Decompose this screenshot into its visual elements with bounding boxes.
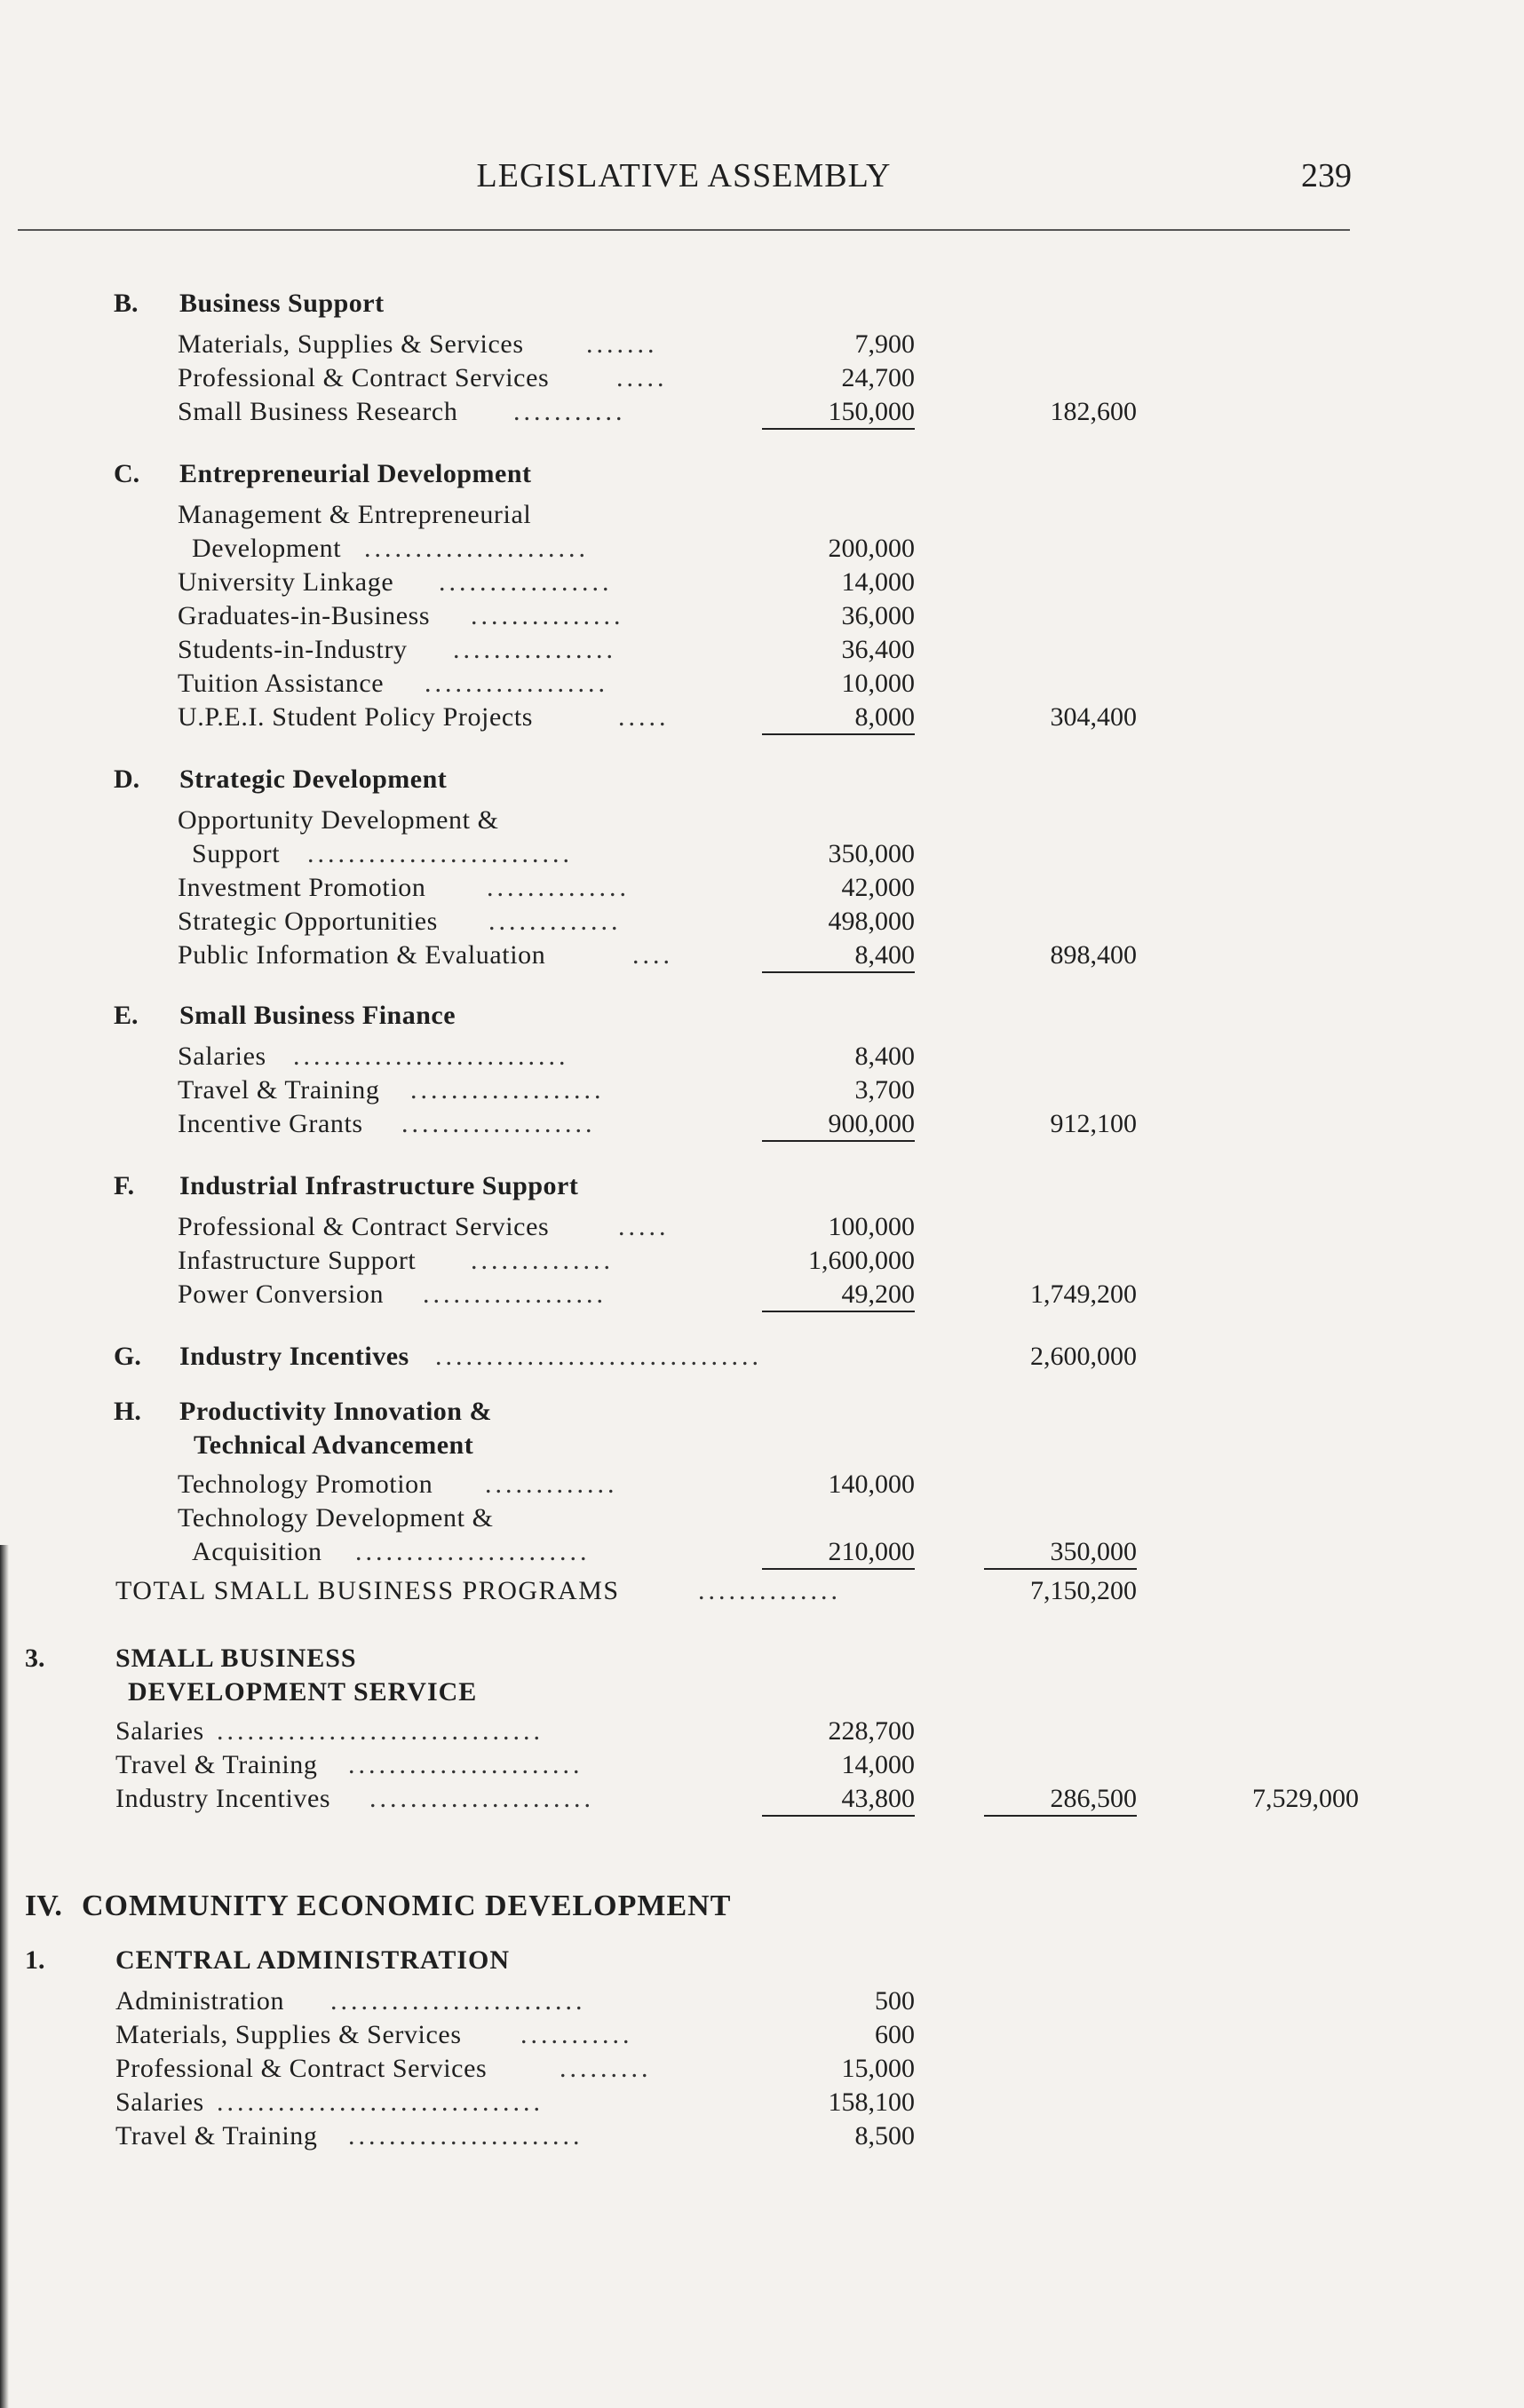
line-item: Salaries ................................ 228,700 — [115, 1716, 915, 1746]
line-item: Salaries ................................ 158,100 — [115, 2087, 915, 2117]
line-item: Small Business Research ........... 150,000 182,600 — [0, 394, 1524, 430]
line-item: Technology Development & — [178, 1503, 494, 1533]
section-heading: G. Industry Incentives ................................ 2,600,000 — [0, 1339, 1524, 1374]
grand-total: 7,529,000 — [1252, 1784, 1359, 1813]
section-total: 350,000 — [984, 1536, 1137, 1570]
line-item: Materials, Supplies & Services ....... 7,900 — [178, 329, 915, 359]
section-heading: F. Industrial Infrastructure Support — [114, 1171, 579, 1200]
part-heading: IV. COMMUNITY ECONOMIC DEVELOPMENT — [25, 1889, 732, 1922]
subsection-heading-cont: DEVELOPMENT SERVICE — [128, 1677, 478, 1707]
line-item: Technology Promotion ............. 140,000 — [178, 1469, 915, 1499]
header-divider — [18, 229, 1350, 231]
line-item: Administration ......................... 500 — [115, 1986, 915, 2016]
section-heading: B. Business Support — [114, 289, 385, 318]
line-item: Support .......................... 350,000 — [192, 839, 915, 868]
page-title: LEGISLATIVE ASSEMBLY — [476, 157, 892, 194]
line-item: Travel & Training ....................... 8,500 — [115, 2121, 915, 2151]
line-item: University Linkage ................. 14,000 — [178, 567, 915, 597]
line-item: Professional & Contract Services ..... 100,000 — [178, 1212, 915, 1241]
line-item: Tuition Assistance .................. 10,000 — [178, 669, 915, 698]
line-item: Graduates-in-Business ............... 36,000 — [178, 601, 915, 630]
line-item: Power Conversion .................. 49,200 1,749,200 — [0, 1277, 1524, 1312]
line-item: Incentive Grants ................... 900,000 912,100 — [0, 1106, 1524, 1142]
section-heading: C. Entrepreneurial Development — [114, 459, 532, 488]
section-heading: E. Small Business Finance — [114, 1001, 456, 1030]
line-item: Industry Incentives ...................... 43,800 286,500 7,529,000 — [0, 1781, 1524, 1817]
line-item: Salaries ........................... 8,400 — [178, 1042, 915, 1071]
line-item: Acquisition ....................... 210,000 350,000 — [0, 1534, 1524, 1570]
line-item: Travel & Training ................... 3,700 — [178, 1075, 915, 1105]
subsection-heading: 3. SMALL BUSINESS — [25, 1644, 357, 1673]
section-heading: D. Strategic Development — [114, 764, 448, 794]
section-total: 2,600,000 — [1030, 1342, 1137, 1371]
line-item: Materials, Supplies & Services ........... 600 — [115, 2020, 915, 2049]
section-heading-cont: Technical Advancement — [194, 1430, 474, 1460]
section-total: 912,100 — [1050, 1109, 1137, 1138]
line-item: Students-in-Industry ................ 36,400 — [178, 635, 915, 664]
line-item: Public Information & Evaluation .... 8,400 898,400 — [0, 938, 1524, 973]
line-item: Professional & Contract Services ......... 15,000 — [115, 2054, 915, 2083]
page-number: 239 — [1301, 157, 1352, 194]
section-total: 1,749,200 — [1030, 1279, 1137, 1309]
line-item: Investment Promotion .............. 42,000 — [178, 873, 915, 902]
section-total: 182,600 — [1050, 397, 1137, 426]
section-total: 898,400 — [1050, 940, 1137, 970]
program-total: TOTAL SMALL BUSINESS PROGRAMS .............. 7,150,200 — [115, 1576, 1137, 1605]
line-item: Opportunity Development & — [178, 805, 499, 835]
line-item: Infastructure Support .............. 1,600,000 — [178, 1246, 915, 1275]
section-heading: H. Productivity Innovation & — [114, 1397, 492, 1426]
line-item: Development ...................... 200,000 — [192, 534, 915, 563]
section-total: 304,400 — [1050, 702, 1137, 732]
line-item: Management & Entrepreneurial — [178, 500, 532, 529]
line-item: Strategic Opportunities ............. 498,000 — [178, 907, 915, 936]
subsection-heading: 1. CENTRAL ADMINISTRATION — [25, 1945, 511, 1975]
line-item: Travel & Training ....................... 14,000 — [115, 1750, 915, 1779]
line-item: Professional & Contract Services ..... 24,700 — [178, 363, 915, 392]
line-item: U.P.E.I. Student Policy Projects ..... 8,000 304,400 — [0, 700, 1524, 735]
section-total: 286,500 — [984, 1783, 1137, 1817]
